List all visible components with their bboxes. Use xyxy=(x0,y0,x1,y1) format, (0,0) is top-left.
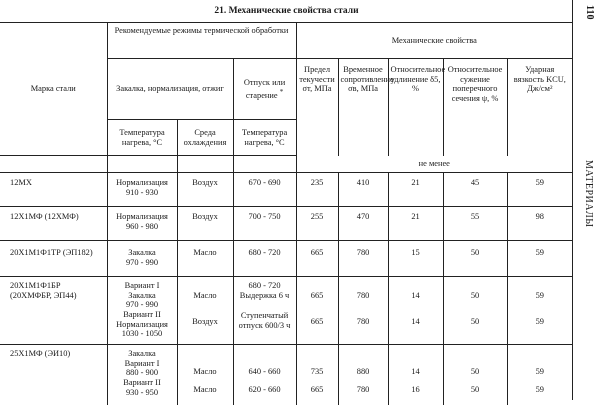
quench-cell: Нормализация 960 - 980 xyxy=(107,207,177,241)
table-row xyxy=(0,173,572,207)
impact-cell: 59 59 xyxy=(507,345,572,405)
medium-cell: Масло Воздух xyxy=(177,277,233,345)
impact-cell: 98 xyxy=(507,207,572,241)
medium-cell: Масло Масло xyxy=(177,345,233,405)
temper-cell: 700 - 750 xyxy=(233,207,296,241)
steel-properties-table xyxy=(0,22,572,405)
yield-cell: 255 xyxy=(296,207,338,241)
quench-cell: Закалка Вариант I 880 - 900 Вариант II 930 - 950 xyxy=(107,345,177,405)
header-tensile: Временное сопротивление σв, МПа xyxy=(338,59,388,156)
grade-cell: 20Х1М1Ф1БР (20ХМФБР, ЭП44) xyxy=(0,277,107,345)
header-elongation: Относительное удлинение δ5, % xyxy=(388,59,443,156)
margin-rule xyxy=(572,0,573,400)
temper-cell: 670 - 690 xyxy=(233,173,296,207)
reduction-cell: 55 xyxy=(443,207,507,241)
tensile-cell: 880 780 xyxy=(338,345,388,405)
header-grade: Марка стали xyxy=(0,23,107,156)
header-temper: Отпуск или старение * xyxy=(233,59,296,120)
header-modes-group: Рекомендуемые режимы термической обработки xyxy=(107,23,296,59)
table-caption: 21. Механические свойства стали xyxy=(214,6,359,16)
impact-cell: 59 59 xyxy=(507,277,572,345)
elongation-cell: 14 16 xyxy=(388,345,443,405)
header-min-note: не менее xyxy=(296,156,572,173)
grade-cell: 20Х1М1Ф1ТР (ЭП182) xyxy=(0,241,107,277)
header-temper-temp: Температура нагрева, °С xyxy=(233,120,296,156)
header-quench: Закалка, нормализация, отжиг xyxy=(107,59,233,120)
yield-cell: 665 665 xyxy=(296,277,338,345)
tensile-cell: 780 780 xyxy=(338,277,388,345)
yield-cell: 735 665 xyxy=(296,345,338,405)
tensile-cell: 410 xyxy=(338,173,388,207)
elongation-cell: 15 xyxy=(388,241,443,277)
medium-cell: Масло xyxy=(177,241,233,277)
grade-cell: 12МХ xyxy=(0,173,107,207)
tensile-cell: 780 xyxy=(338,241,388,277)
table-row xyxy=(0,207,572,241)
quench-cell: Вариант I Закалка 970 - 990 Вариант II Нормализация 1030 - 1050 xyxy=(107,277,177,345)
header-properties-group: Механические свойства xyxy=(296,23,572,59)
header-yield: Предел текучести σт, МПа xyxy=(296,59,338,156)
header-reduction: Относительное сужение поперечного сечения ψ, % xyxy=(443,59,507,156)
impact-cell: 59 xyxy=(507,173,572,207)
header-medium: Среда охлаждения xyxy=(177,120,233,156)
medium-cell: Воздух xyxy=(177,207,233,241)
table-row xyxy=(0,345,572,405)
reduction-cell: 50 50 xyxy=(443,277,507,345)
medium-cell: Воздух xyxy=(177,173,233,207)
reduction-cell: 45 xyxy=(443,173,507,207)
temper-cell: 680 - 720 xyxy=(233,241,296,277)
quench-cell: Нормализация 910 - 930 xyxy=(107,173,177,207)
header-heat-temp: Температура нагрева, °С xyxy=(107,120,177,156)
table-row xyxy=(0,241,572,277)
impact-cell: 59 xyxy=(507,241,572,277)
grade-cell: 12Х1МФ (12ХМФ) xyxy=(0,207,107,241)
header-impact: Ударная вязкость KCU, Дж/см² xyxy=(507,59,572,156)
yield-cell: 235 xyxy=(296,173,338,207)
elongation-cell: 14 14 xyxy=(388,277,443,345)
section-title: МАТЕРИАЛЫ xyxy=(583,160,594,228)
temper-cell: 680 - 720 Выдержка 6 ч Ступенчатый отпуск 600/3 ч xyxy=(233,277,296,345)
reduction-cell: 50 xyxy=(443,241,507,277)
tensile-cell: 470 xyxy=(338,207,388,241)
temper-cell: 640 - 660 620 - 660 xyxy=(233,345,296,405)
grade-cell: 25Х1МФ (ЭИ10) xyxy=(0,345,107,405)
table-row xyxy=(0,277,572,345)
reduction-cell: 50 50 xyxy=(443,345,507,405)
quench-cell: Закалка 970 - 990 xyxy=(107,241,177,277)
page-number: 110 xyxy=(584,5,595,20)
elongation-cell: 21 xyxy=(388,173,443,207)
yield-cell: 665 xyxy=(296,241,338,277)
elongation-cell: 21 xyxy=(388,207,443,241)
